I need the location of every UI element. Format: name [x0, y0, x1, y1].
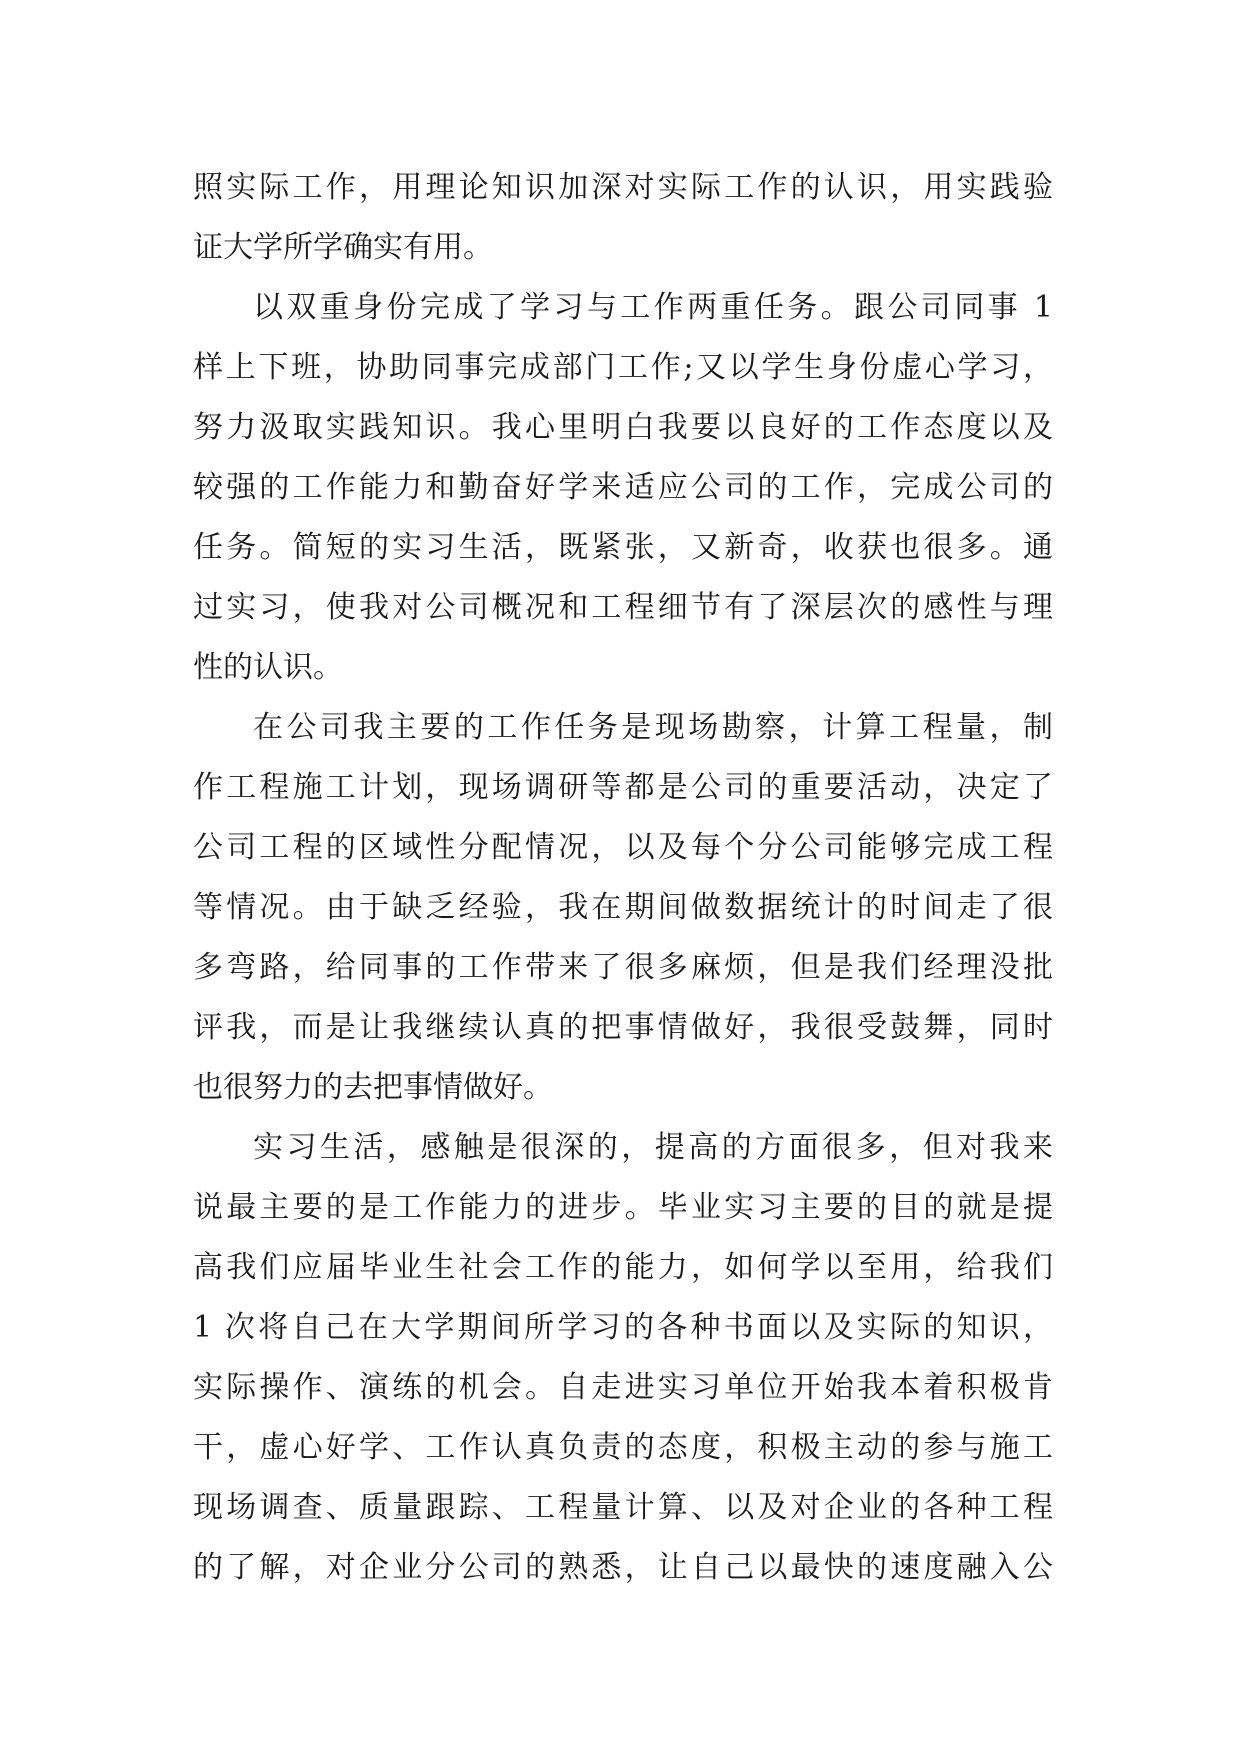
- text-line: 照实际工作，用理论知识加深对实际工作的认识，用实践验: [193, 170, 1053, 205]
- text-line: 性的认识。: [193, 650, 343, 685]
- text-line: 公司工程的区域性分配情况，以及每个分公司能够完成工程: [193, 830, 1053, 865]
- text-line: 现场调查、质量跟踪、工程量计算、以及对企业的各种工程: [193, 1490, 1053, 1525]
- text-line: 证大学所学确实有用。: [193, 230, 493, 265]
- paragraph-first-line: 实习生活，感触是很深的，提高的方面很多，但对我来: [253, 1130, 1053, 1165]
- text-line: 较强的工作能力和勤奋好学来适应公司的工作，完成公司的: [193, 470, 1053, 505]
- text-line: 努力汲取实践知识。我心里明白我要以良好的工作态度以及: [193, 410, 1053, 445]
- text-line: 实际操作、演练的机会。自走进实习单位开始我本着积极肯: [193, 1370, 1053, 1405]
- text-line: 也很努力的去把事情做好。: [193, 1070, 553, 1105]
- text-line: 评我，而是让我继续认真的把事情做好，我很受鼓舞，同时: [193, 1010, 1053, 1045]
- text-line: 任务。简短的实习生活，既紧张，又新奇，收获也很多。通: [193, 530, 1053, 565]
- text-line: 1 次将自己在大学期间所学习的各种书面以及实际的知识，: [193, 1310, 1053, 1345]
- text-line: 作工程施工计划，现场调研等都是公司的重要活动，决定了: [193, 770, 1053, 805]
- text-line: 高我们应届毕业生社会工作的能力，如何学以至用，给我们: [193, 1250, 1053, 1285]
- text-line: 等情况。由于缺乏经验，我在期间做数据统计的时间走了很: [193, 890, 1053, 925]
- text-line: 多弯路，给同事的工作带来了很多麻烦，但是我们经理没批: [193, 950, 1053, 985]
- text-line: 干，虚心好学、工作认真负责的态度，积极主动的参与施工: [193, 1430, 1053, 1465]
- paragraph-first-line: 在公司我主要的工作任务是现场勘察，计算工程量，制: [253, 710, 1053, 745]
- text-line: 样上下班，协助同事完成部门工作;又以学生身份虚心学习，: [193, 350, 1053, 385]
- text-line: 说最主要的是工作能力的进步。毕业实习主要的目的就是提: [193, 1190, 1053, 1225]
- text-line: 过实习，使我对公司概况和工程细节有了深层次的感性与理: [193, 590, 1053, 625]
- text-line: 的了解，对企业分公司的熟悉，让自己以最快的速度融入公: [193, 1550, 1053, 1585]
- paragraph-first-line: 以双重身份完成了学习与工作两重任务。跟公司同事 1: [253, 290, 1053, 325]
